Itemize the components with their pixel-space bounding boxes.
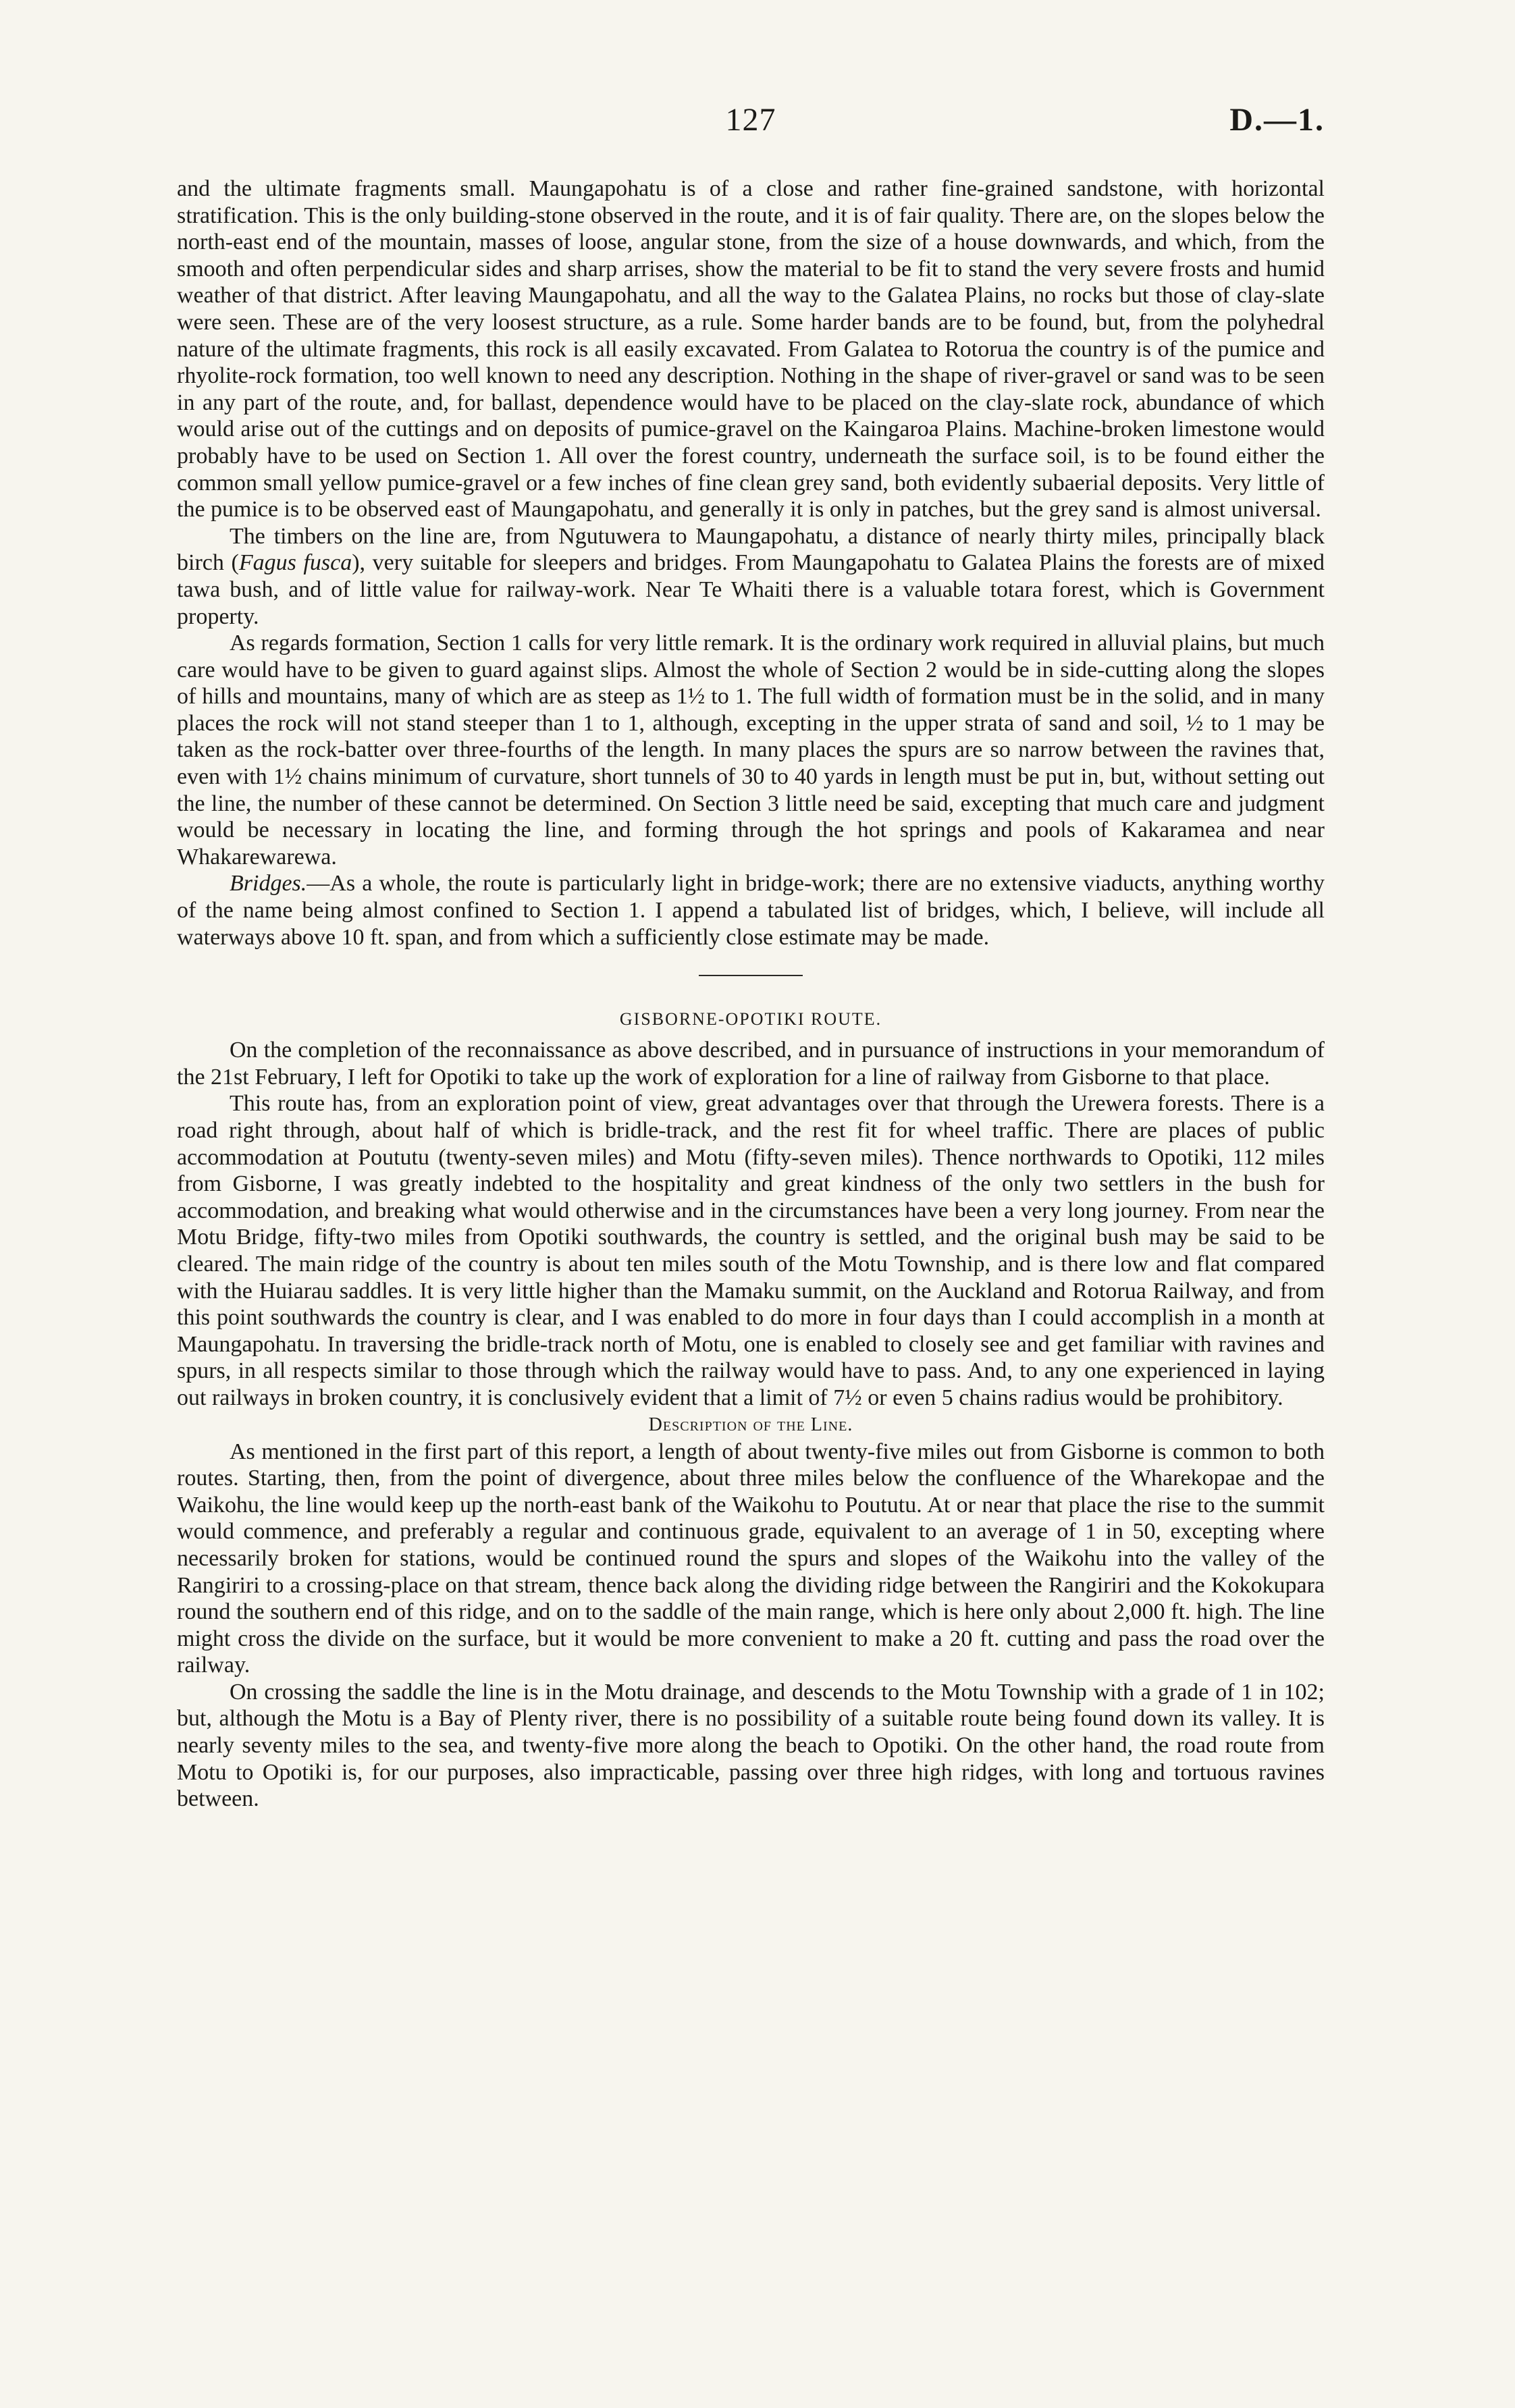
paragraph-motu: On crossing the saddle the line is in the Motu drainage, and descends to the Motu Township with a grade of 1 in 102; but, although the Motu is a Bay of Plenty river, there is no possibility of a suitable route being found down its valley. It is nearly seventy miles to the sea, and twenty-five more along the beach to Opotiki. On the other hand, the road route from Motu to Opotiki is, for our purposes, also impracticable, passing over three high ridges, with long and tortuous ravines between. [177,1679,1325,1812]
page-header [177,101,1325,176]
paragraph-completion: On the completion of the reconnaissance as above described, and in pursuance of instructions in your memorandum of the 21st February, I left for Opotiki to take up the work of exploration for a line of railway from Gisborne to that place. [177,1038,1325,1090]
page-number: 127 [725,102,776,138]
paragraph-timbers [177,523,1325,630]
paragraph-geology: and the ultimate fragments small. Maungapohatu is of a close and rather fine-grained sandstone, with horizontal stratification. This is the only building-stone observed in the route, and it is of fair quality. There are, on the slopes below the north-east end of the mountain, masses of loose, angular stone, from the size of a house downwards, and which, from the smooth and often perpendicular sides and sharp arrises, show the material to be fit to stand the very severe frosts and humid weather of that district. After leaving Maungapohatu, and all the way to the Galatea Plains, no rocks but those of clay-slate were seen. These are of the very loosest structure, as a rule. Some harder bands are to be found, but, from the polyhedral nature of the ultimate fragments, this rock is all easily excavated. From Galatea to Rotorua the country is of the pumice and rhyolite-rock formation, too well known to need any description. Nothing in the shape of river-gravel or sand was to be seen in any part of the route, and, for ballast, dependence would have to be placed on the clay-slate rock, abundance of which would arise out of the cuttings and on deposits of pumice-gravel on the Kaingaroa Plains. Machine-broken limestone would probably have to be used on Section 1. All over the forest country, underneath the surface soil, is to be found either the common small yellow pumice-gravel or a few inches of fine clean grey sand, both evidently subaerial deposits. Very little of the pumice is to be observed east of Maungapohatu, and generally it is only in patches, but the grey sand is almost universal. [177,176,1325,523]
paragraph-bridges-text: —As a whole, the route is particularly light in bridge-work; there are no extensive viaducts, anything worthy of the name being almost confined to Section 1. I append a tabulated list of bridges, which, I believe, will include all waterways above 10 ft. span, and from which a sufficiently close estimate may be made. [177,871,1325,950]
paragraph-bridges [177,870,1325,951]
document-page [177,101,1325,1813]
bridges-heading: Bridges. [230,871,307,897]
species-name: Fagus fusca [238,550,352,576]
subsection-title: Description of the Line. [648,1414,853,1435]
document-reference: D.—1. [1229,102,1325,138]
section-divider [699,975,803,976]
paragraph-timbers-part-1: The timbers on the line are, from Ngutuwera to Maungapohatu, a distance of nearly thirty miles, principally black birch ( [177,523,1325,576]
paragraph-description: As mentioned in the first part of this report, a length of about twenty-five miles out from Gisborne is common to both routes. Starting, then, from the point of divergence, about three miles below the confluence of the Wharekopae and the Waikohu, the line would keep up the north-east bank of the Waikohu to Poututu. At or near that place the rise to the summit would commence, and preferably a regular and continuous grade, equivalent to an average of 1 in 50, excepting where necessarily broken for stations, would be continued round the spurs and slopes of the Waikohu into the valley of the Rangiriri to a crossing-place on that stream, thence back along the dividing ridge between the Rangiriri and the Kokokupara round the southern end of this ridge, and on to the saddle of the main range, which is here only about 2,000 ft. high. The line might cross the divide on the surface, but it would be more convenient to make a 20 ft. cutting and pass the road over the railway. [177,1439,1325,1678]
paragraph-timbers-part-2: ), very suitable for sleepers and bridges. From Maungapohatu to Galatea Plains the forests are of mixed tawa bush, and of little value for railway-work. Near Te Whaiti there is a valuable totara forest, which is Government property. [177,550,1325,629]
paragraph-route: This route has, from an exploration point of view, great advantages over that through the Urewera forests. There is a road right through, about half of which is bridle-track, and the rest fit for wheel traffic. There are places of public accommodation at Poututu (twenty-seven miles) and Motu (fifty-seven miles). Thence northwards to Opotiki, 112 miles from Gisborne, I was greatly indebted to the hospitality and great kindness of the only two settlers in the bush for accommodation, and breaking what would otherwise and in the circumstances have been a very long journey. From near the Motu Bridge, fifty-two miles from Opotiki southwards, the country is settled, and the original bush may be said to be cleared. The main ridge of the country is about ten miles south of the Motu Township, and is there low and flat compared with the Huiarau saddles. It is very little higher than the Mamaku summit, on the Auckland and Rotorua Railway, and from this point southwards the country is clear, and I was enabled to do more in four days than I could accomplish in a month at Maungapohatu. In traversing the bridle-track north of Motu, one is enabled to closely see and get familiar with ravines and spurs, in all respects similar to those through which the railway would have to pass. And, to any one experienced in laying out railways in broken country, it is conclusively evident that a limit of 7½ or even 5 chains radius would be prohibitory. [177,1091,1325,1410]
section-title: GISBORNE-OPOTIKI ROUTE. [619,1009,882,1029]
paragraph-formation: As regards formation, Section 1 calls for very little remark. It is the ordinary work required in alluvial plains, but much care would have to be given to guard against slips. Almost the whole of Section 2 would be in side-cutting along the slopes of hills and mountains, many of which are as steep as 1½ to 1. The full width of formation must be in the solid, and in many places the rock will not stand steeper than 1 to 1, although, excepting in the upper strata of sand and soil, ½ to 1 may be taken as the rock-batter over three-fourths of the length. In many places the spurs are so narrow between the ravines that, even with 1½ chains minimum of curvature, short tunnels of 30 to 40 yards in length must be put in, but, without setting out the line, the number of these cannot be determined. On Section 3 little need be said, excepting that much care and judgment would be necessary in locating the line, and forming through the hot springs and pools of Kakaramea and near Whakarewarewa. [177,631,1325,869]
